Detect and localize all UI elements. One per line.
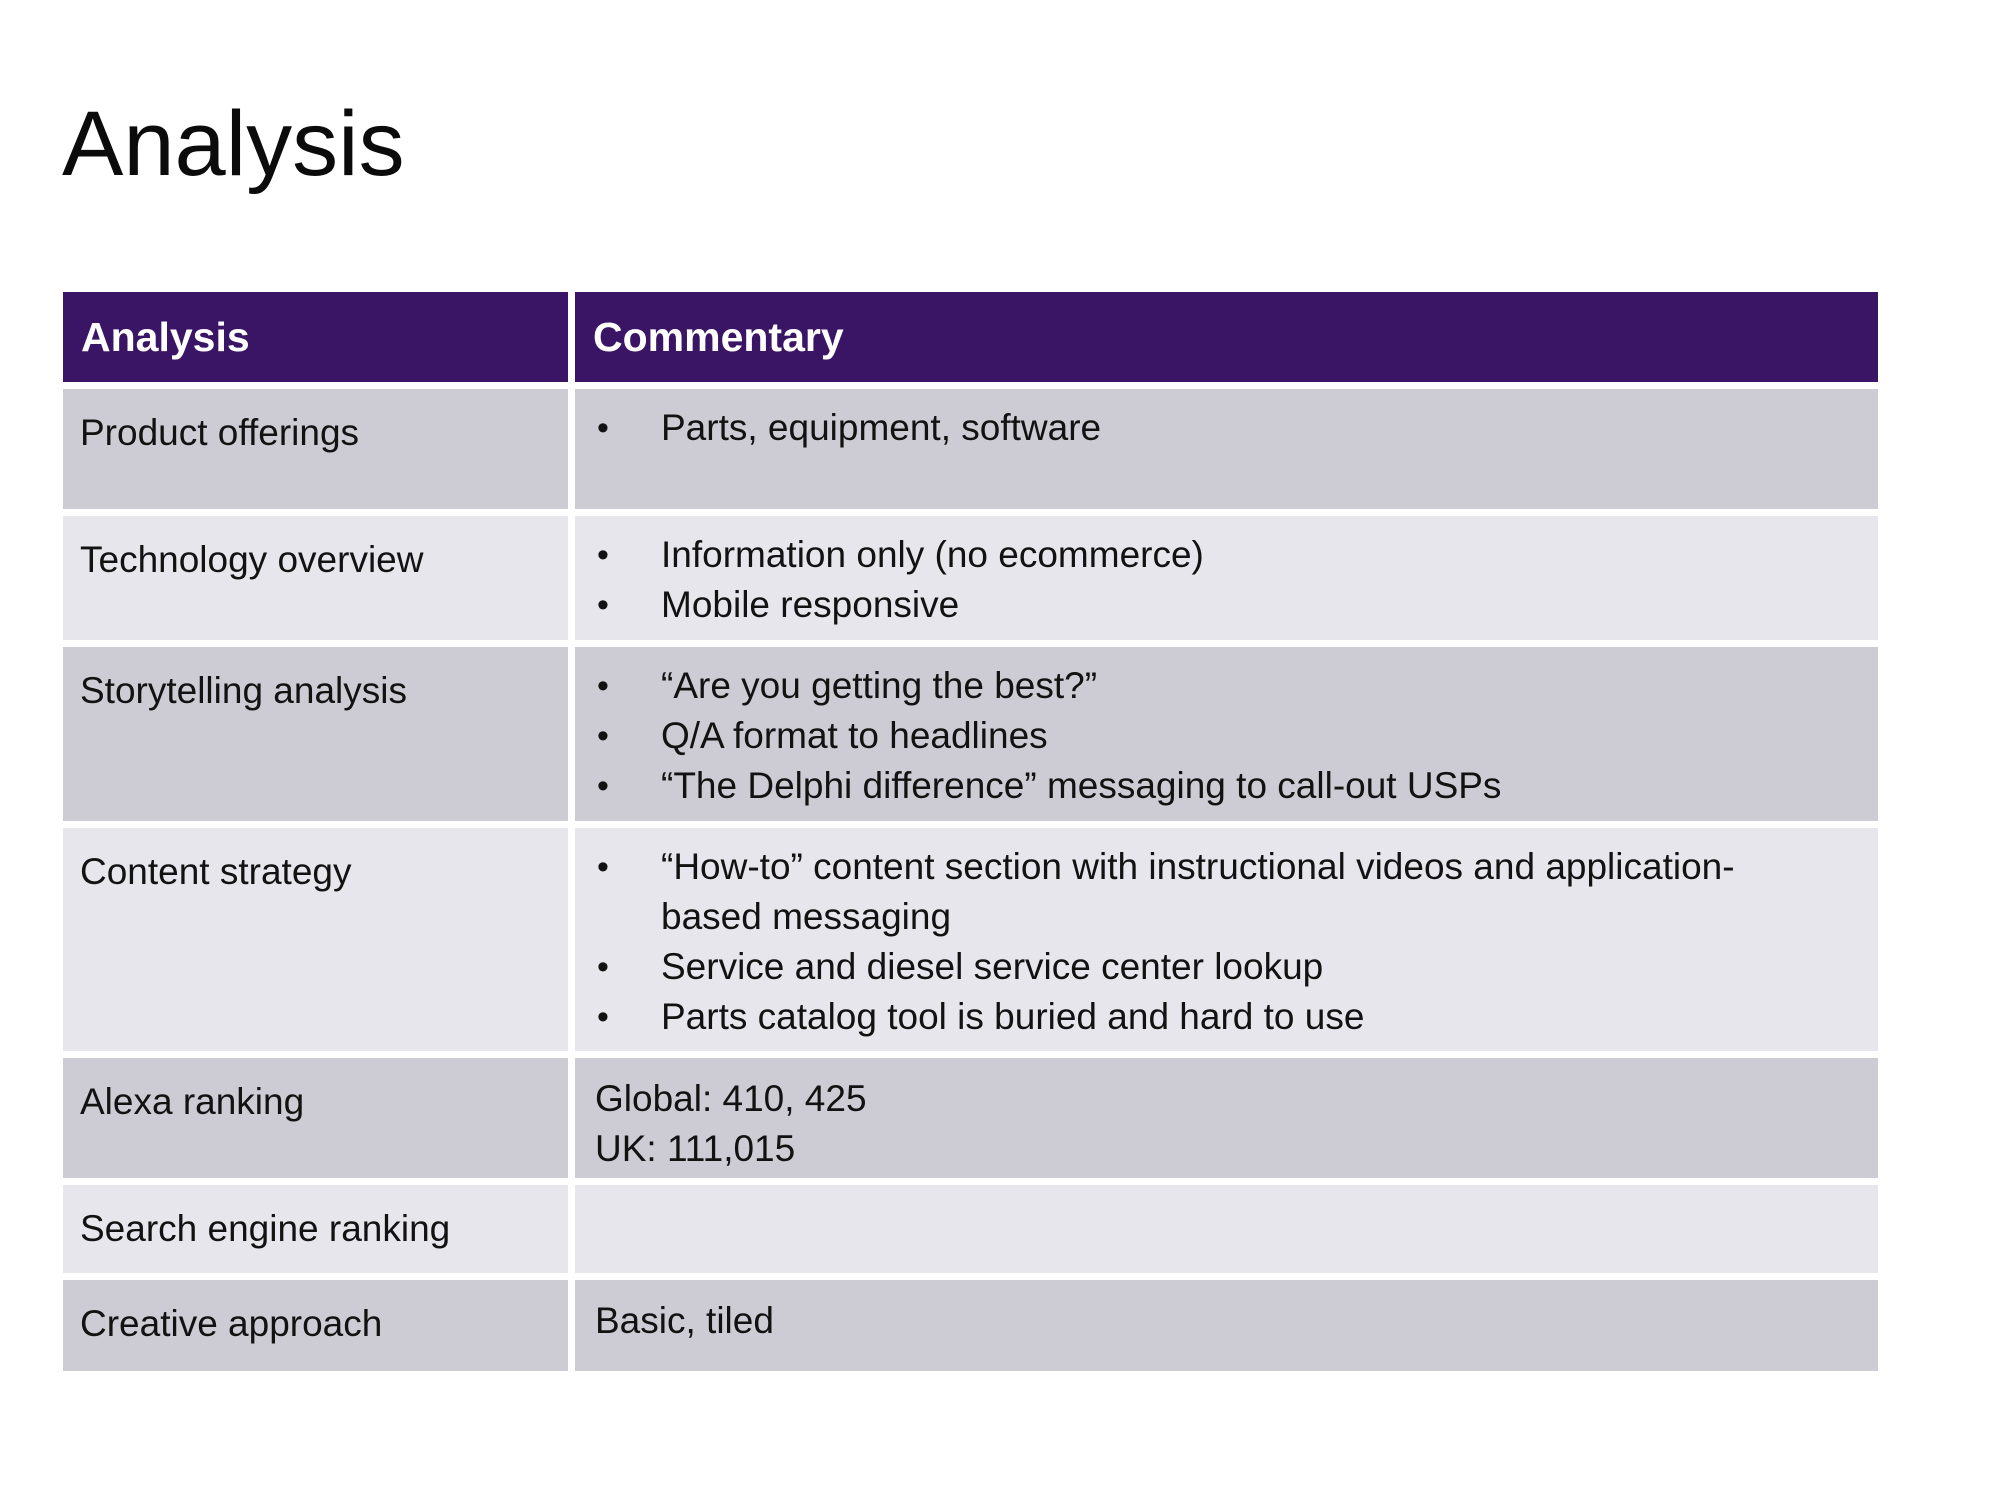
table-row bbox=[63, 516, 1878, 640]
table-row bbox=[63, 1058, 1878, 1178]
table-row bbox=[63, 389, 1878, 509]
row-label: Creative approach bbox=[63, 1280, 568, 1371]
bullet-item: • Parts catalog tool is buried and hard to use bbox=[575, 992, 1815, 1042]
commentary-line: UK: 111,015 bbox=[595, 1128, 796, 1169]
table-row bbox=[63, 647, 1878, 821]
commentary-text bbox=[575, 1058, 1878, 1174]
row-commentary bbox=[575, 1185, 1878, 1273]
bullet-item: • Q/A format to headlines bbox=[575, 711, 1815, 761]
row-label: Alexa ranking bbox=[63, 1058, 568, 1178]
bullet-item: • “How-to” content section with instructional videos and application-based messaging bbox=[575, 842, 1815, 942]
page-title: Analysis bbox=[62, 92, 405, 195]
table-header-row bbox=[63, 292, 1878, 382]
column-header-analysis: Analysis bbox=[63, 292, 568, 382]
bullet-item: • Service and diesel service center lookup bbox=[575, 942, 1815, 992]
table-row bbox=[63, 828, 1878, 1051]
commentary-line: Global: 410, 425 bbox=[595, 1078, 867, 1119]
bullet-item: • “Are you getting the best?” bbox=[575, 661, 1815, 711]
row-commentary bbox=[575, 516, 1878, 640]
row-label: Product offerings bbox=[63, 389, 568, 509]
row-label: Storytelling analysis bbox=[63, 647, 568, 821]
table-row bbox=[63, 1185, 1878, 1273]
bullet-list bbox=[575, 389, 1835, 453]
bullet-list bbox=[575, 828, 1835, 1042]
table-body bbox=[63, 389, 1878, 1371]
bullet-item: • Information only (no ecommerce) bbox=[575, 530, 1815, 580]
bullet-list bbox=[575, 516, 1835, 630]
bullet-item: • “The Delphi difference” messaging to call-out USPs bbox=[575, 761, 1815, 811]
commentary-text bbox=[575, 1280, 1878, 1346]
column-header-commentary: Commentary bbox=[575, 292, 1878, 382]
row-commentary bbox=[575, 389, 1878, 509]
analysis-table bbox=[63, 292, 1878, 1371]
row-label: Technology overview bbox=[63, 516, 568, 640]
row-commentary bbox=[575, 647, 1878, 821]
table-row bbox=[63, 1280, 1878, 1371]
row-commentary bbox=[575, 1058, 1878, 1178]
row-label: Search engine ranking bbox=[63, 1185, 568, 1273]
bullet-item: • Parts, equipment, software bbox=[575, 403, 1815, 453]
row-commentary bbox=[575, 828, 1878, 1051]
row-label: Content strategy bbox=[63, 828, 568, 1051]
row-commentary bbox=[575, 1280, 1878, 1371]
bullet-list bbox=[575, 647, 1835, 811]
commentary-line: Basic, tiled bbox=[595, 1300, 774, 1341]
bullet-item: • Mobile responsive bbox=[575, 580, 1815, 630]
